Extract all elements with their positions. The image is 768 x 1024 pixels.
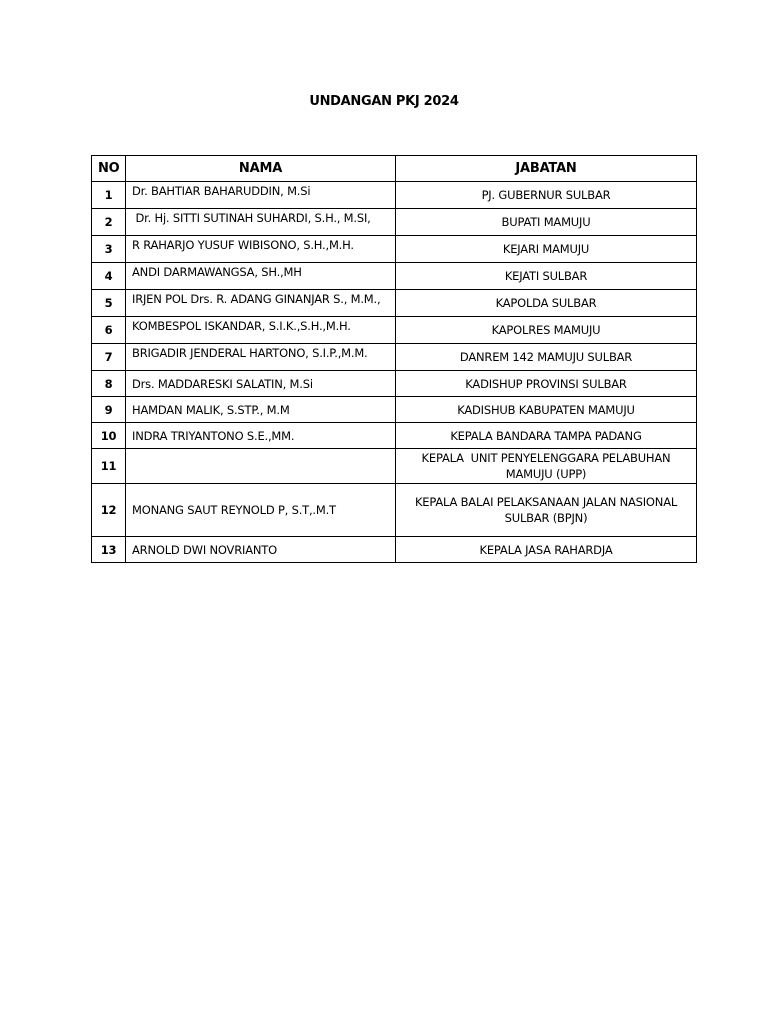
row-number: 1	[92, 182, 126, 209]
row-number: 2	[92, 209, 126, 236]
row-nama	[126, 449, 396, 484]
row-nama: KOMBESPOL ISKANDAR, S.I.K.,S.H.,M.H.	[126, 317, 396, 344]
table-row	[92, 236, 697, 263]
row-number: 8	[92, 371, 126, 397]
row-jabatan: KEPALA BANDARA TAMPA PADANG	[396, 423, 697, 449]
table-row	[92, 371, 697, 397]
row-jabatan: PJ. GUBERNUR SULBAR	[396, 182, 697, 209]
row-nama: Dr. Hj. SITTI SUTINAH SUHARDI, S.H., M.SI,	[126, 209, 396, 236]
row-jabatan: KEJATI SULBAR	[396, 263, 697, 290]
header-nama: NAMA	[126, 156, 396, 182]
row-number: 4	[92, 263, 126, 290]
row-jabatan: DANREM 142 MAMUJU SULBAR	[396, 344, 697, 371]
row-number: 9	[92, 397, 126, 423]
row-nama: BRIGADIR JENDERAL HARTONO, S.I.P.,M.M.	[126, 344, 396, 371]
row-number: 5	[92, 290, 126, 317]
row-nama: INDRA TRIYANTONO S.E.,MM.	[126, 423, 396, 449]
table-row	[92, 537, 697, 563]
header-no: NO	[92, 156, 126, 182]
row-jabatan: KADISHUP PROVINSI SULBAR	[396, 371, 697, 397]
row-jabatan: KEPALA BALAI PELAKSANAAN JALAN NASIONAL SULBAR (BPJN)	[396, 484, 697, 537]
row-jabatan: KEPALA JASA RAHARDJA	[396, 537, 697, 563]
row-nama: ARNOLD DWI NOVRIANTO	[126, 537, 396, 563]
row-number: 7	[92, 344, 126, 371]
table-header-row	[92, 156, 697, 182]
row-jabatan: KAPOLRES MAMUJU	[396, 317, 697, 344]
row-jabatan: KEPALA UNIT PENYELENGGARA PELABUHAN MAMUJU (UPP)	[396, 449, 697, 484]
document-title: UNDANGAN PKJ 2024	[309, 94, 459, 109]
row-jabatan: KEJARI MAMUJU	[396, 236, 697, 263]
header-jabatan: JABATAN	[396, 156, 697, 182]
row-nama: HAMDAN MALIK, S.STP., M.M	[126, 397, 396, 423]
row-nama: IRJEN POL Drs. R. ADANG GINANJAR S., M.M.,	[126, 290, 396, 317]
row-number: 13	[92, 537, 126, 563]
table-row	[92, 290, 697, 317]
invitation-table	[91, 155, 697, 563]
row-number: 6	[92, 317, 126, 344]
row-nama: MONANG SAUT REYNOLD P, S.T,.M.T	[126, 484, 396, 537]
row-nama: Drs. MADDARESKI SALATIN, M.Si	[126, 371, 396, 397]
row-nama: Dr. BAHTIAR BAHARUDDIN, M.Si	[126, 182, 396, 209]
row-jabatan: BUPATI MAMUJU	[396, 209, 697, 236]
row-nama: ANDI DARMAWANGSA, SH.,MH	[126, 263, 396, 290]
table-row	[92, 449, 697, 484]
table-row	[92, 344, 697, 371]
row-number: 11	[92, 449, 126, 484]
row-number: 3	[92, 236, 126, 263]
row-number: 10	[92, 423, 126, 449]
table-row	[92, 484, 697, 537]
row-number: 12	[92, 484, 126, 537]
row-jabatan: KAPOLDA SULBAR	[396, 290, 697, 317]
table-row	[92, 317, 697, 344]
row-nama: R RAHARJO YUSUF WIBISONO, S.H.,M.H.	[126, 236, 396, 263]
table-row	[92, 263, 697, 290]
table-row	[92, 209, 697, 236]
row-jabatan: KADISHUB KABUPATEN MAMUJU	[396, 397, 697, 423]
table-row	[92, 423, 697, 449]
table-row	[92, 182, 697, 209]
table-row	[92, 397, 697, 423]
